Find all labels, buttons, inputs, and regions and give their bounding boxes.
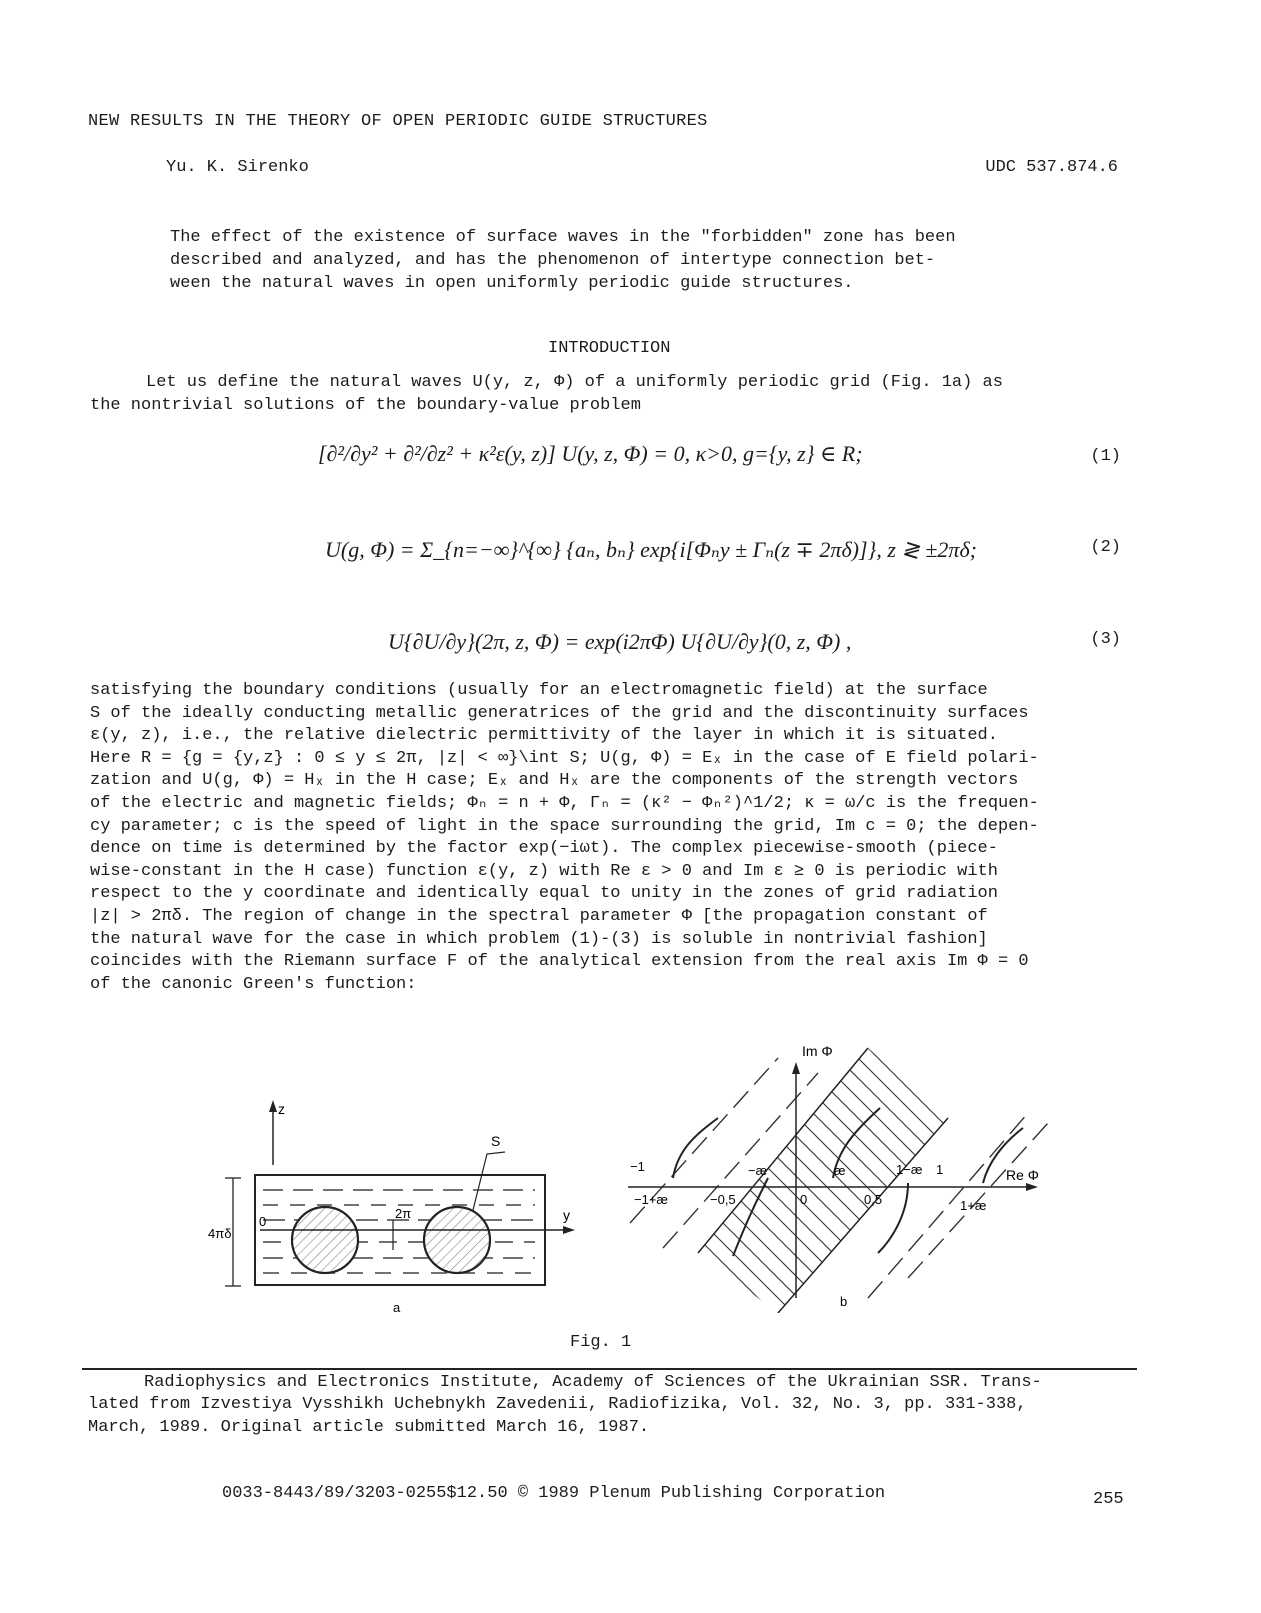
re-axis-label: Re Φ <box>1006 1167 1039 1183</box>
footnote-line: lated from Izvestiya Vysshikh Uchebnykh Zavedenii, Radiofizika, Vol. 32, No. 3, pp. 331-338, <box>88 1395 1027 1415</box>
tick-label: 1+æ <box>960 1198 987 1213</box>
udc-code: UDC 537.874.6 <box>985 158 1118 177</box>
abstract-line: ween the natural waves in open uniformly periodic guide structures. <box>170 274 854 293</box>
paper-title: NEW RESULTS IN THE THEORY OF OPEN PERIODIC GUIDE STRUCTURES <box>88 112 708 131</box>
body-line: the natural wave for the case in which problem (1)-(3) is soluble in nontrivial fashion] <box>90 929 988 949</box>
thickness-label: 4πδ <box>208 1226 232 1241</box>
copyright-line: 0033-8443/89/3203-0255$12.50 © 1989 Plenum Publishing Corporation <box>222 1484 886 1503</box>
footnote <box>88 1372 1168 1439</box>
body-paragraph <box>90 680 1170 996</box>
body-line: zation and U(g, Φ) = Hₓ in the H case; Eₓ and Hₓ are the components of the strength vectors <box>90 771 1019 791</box>
equation-2: U(g, Φ) = Σ_{n=−∞}^{∞} {aₙ, bₙ} exp{i[Φₙy ± Γₙ(z ∓ 2πδ)]}, z ≷ ±2πδ; <box>325 537 977 562</box>
abstract-line: The effect of the existence of surface waves in the "forbidden" zone has been <box>170 228 956 247</box>
origin-label: 0 <box>259 1214 267 1229</box>
body-line: Here R = {g = {y,z} : 0 ≤ y ≤ 2π, |z| < ∞}\int S; U(g, Φ) = Eₓ in the case of E field polari- <box>90 748 1039 768</box>
tick-label: æ <box>834 1163 846 1178</box>
equation-2-number: (2) <box>1090 538 1121 557</box>
period-label: 2π <box>395 1206 412 1221</box>
tick-label: −æ <box>748 1163 768 1178</box>
footnote-line: Radiophysics and Electronics Institute, Academy of Sciences of the Ukrainian SSR. Trans- <box>144 1373 1042 1392</box>
intro-paragraph <box>90 372 1170 417</box>
equation-3-number: (3) <box>1090 630 1121 649</box>
panel-b-label: b <box>840 1294 848 1309</box>
footnote-rule <box>82 1368 1137 1370</box>
tick-label: −0,5 <box>710 1192 736 1207</box>
intro-line: Let us define the natural waves U(y, z, Φ) of a uniformly periodic grid (Fig. 1a) as <box>146 373 1003 392</box>
body-line: ε(y, z), i.e., the relative dielectric permittivity of the layer in which it is situated. <box>90 726 998 746</box>
tick-label: −1+æ <box>634 1192 668 1207</box>
equation-3: U{∂U/∂y}(2π, z, Φ) = exp(i2πΦ) U{∂U/∂y}(0, z, Φ) , <box>388 629 852 654</box>
intro-line: the nontrivial solutions of the boundary-value problem <box>90 395 641 415</box>
page-number: 255 <box>1093 1490 1124 1509</box>
figure-caption: Fig. 1 <box>570 1333 632 1352</box>
body-line: respect to the y coordinate and identically equal to unity in the zones of grid radiation <box>90 884 998 904</box>
figure-1a-grid <box>205 1090 595 1315</box>
footnote-line: March, 1989. Original article submitted March 16, 1987. <box>88 1417 650 1437</box>
tick-label: 0,5 <box>864 1192 883 1207</box>
equation-1: [∂²/∂y² + ∂²/∂z² + κ²ε(y, z)] U(y, z, Φ) = 0, κ>0, g={y, z} ∈ R; <box>318 441 863 466</box>
body-line: S of the ideally conducting metallic generatrices of the grid and the discontinuity surfaces <box>90 703 1029 723</box>
equation-1-number: (1) <box>1090 447 1121 466</box>
body-line: coincides with the Riemann surface F of the analytical extension from the real axis Im Φ = 0 <box>90 952 1029 972</box>
body-line: cy parameter; c is the speed of light in the space surrounding the grid, Im c = 0; the depen- <box>90 816 1039 836</box>
abstract <box>170 226 1090 295</box>
abstract-line: described and analyzed, and has the phenomenon of intertype connection bet- <box>170 251 936 270</box>
z-axis-label: z <box>278 1101 285 1117</box>
surface-label: S <box>491 1133 501 1149</box>
body-line: of the electric and magnetic fields; Φₙ = n + Φ, Γₙ = (κ² − Φₙ²)^1/2; κ = ω/c is the frequen- <box>90 793 1039 813</box>
body-line: of the canonic Green's function: <box>90 974 417 994</box>
section-heading-introduction: INTRODUCTION <box>548 339 671 358</box>
tick-label: 0 <box>800 1192 808 1207</box>
panel-a-label: a <box>393 1300 401 1315</box>
body-line: satisfying the boundary conditions (usually for an electromagnetic field) at the surface <box>90 681 988 700</box>
tick-label: −1 <box>630 1159 645 1174</box>
body-line: wise-constant in the H case) function ε(y, z) with Re ε > 0 and Im ε ≥ 0 is periodic with <box>90 861 998 881</box>
author-name: Yu. K. Sirenko <box>166 158 309 177</box>
tick-label: 1 <box>936 1162 944 1177</box>
body-line: dence on time is determined by the factor exp(−iωt). The complex piecewise-smooth (piece- <box>90 839 998 859</box>
y-axis-label: y <box>563 1207 570 1223</box>
body-line: |z| > 2πδ. The region of change in the spectral parameter Φ [the propagation constant of <box>90 906 988 926</box>
im-axis-label: Im Φ <box>802 1043 833 1059</box>
figure-1b-riemann-surface <box>618 1038 1048 1313</box>
tick-label: 1−æ <box>896 1162 923 1177</box>
